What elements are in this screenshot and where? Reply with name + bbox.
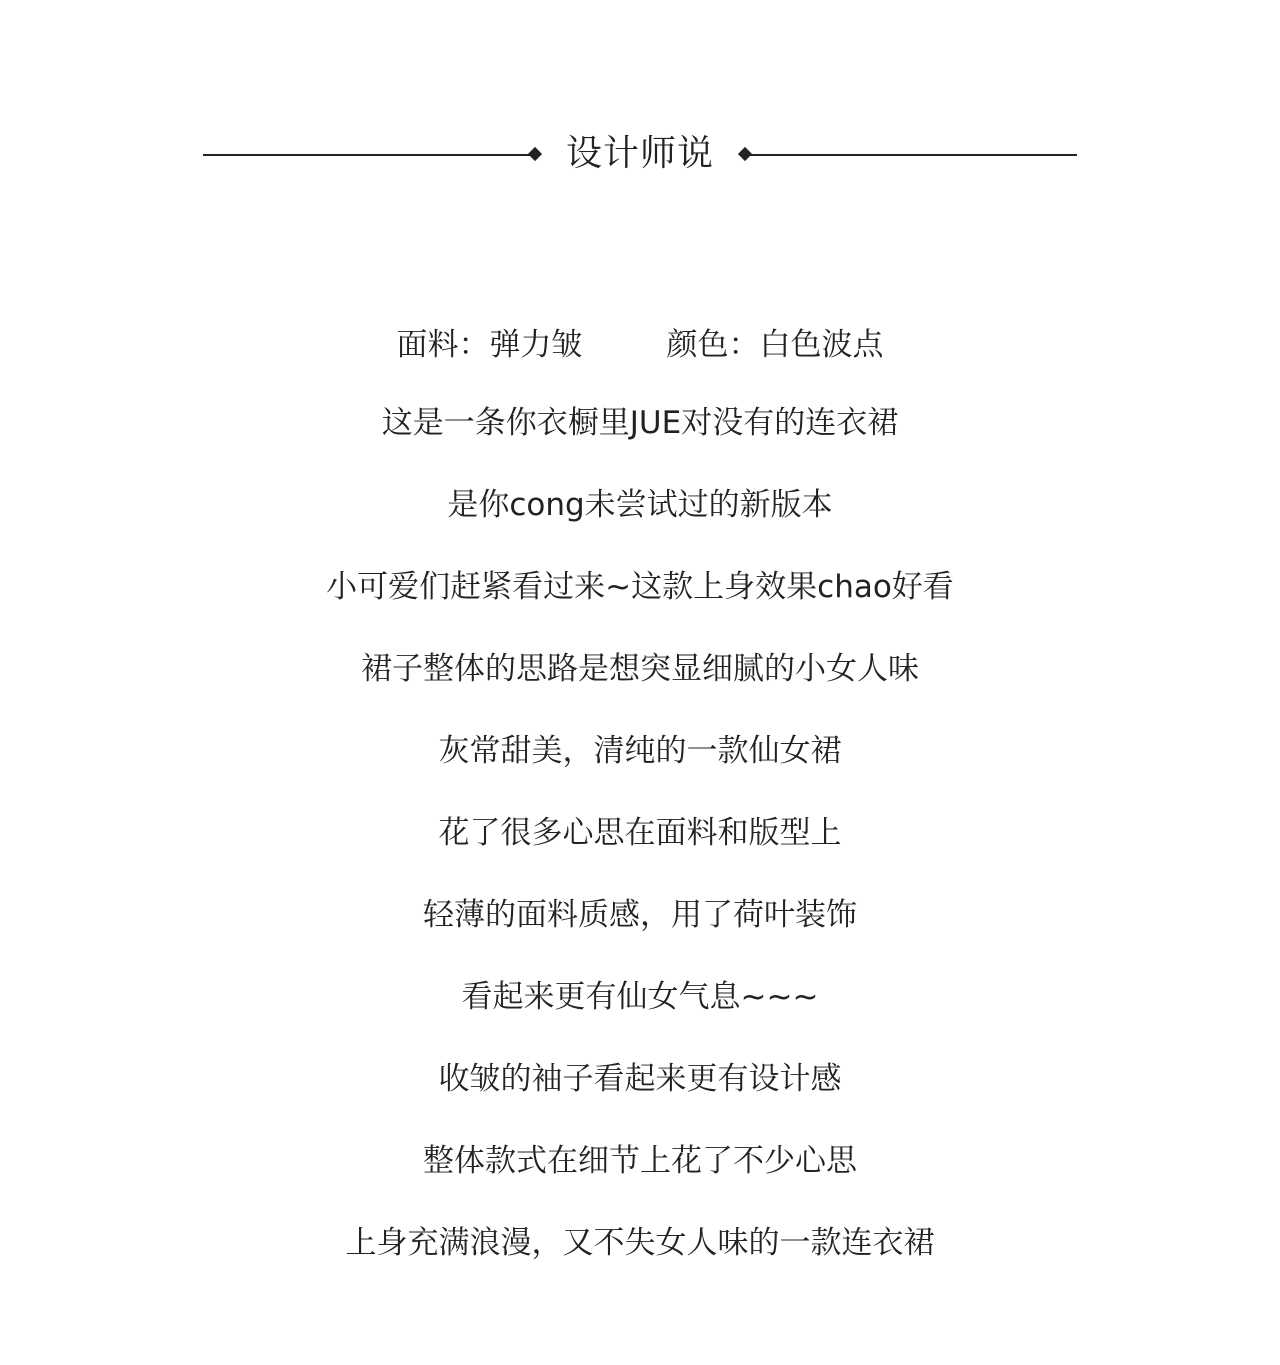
fabric-label: 面料：弹力皱 — [396, 326, 583, 363]
description-body — [0, 300, 1280, 1284]
description-line: 上身充满浪漫，又不失女人味的一款连衣裙 — [345, 1225, 935, 1261]
description-line: 整体款式在细节上花了不少心思 — [423, 1143, 857, 1179]
description-line: 这是一条你衣橱里JUE对没有的连衣裙 — [381, 405, 899, 441]
description-line: 收皱的袖子看起来更有设计感 — [438, 1061, 842, 1097]
description-line: 轻薄的面料质感，用了荷叶装饰 — [423, 897, 857, 933]
description-line: 裙子整体的思路是想突显细腻的小女人味 — [361, 651, 919, 687]
description-line: 小可爱们赶紧看过来~这款上身效果chao好看 — [326, 569, 954, 605]
color-label: 颜色：白色波点 — [666, 326, 884, 363]
section-title: 设计师说 — [565, 133, 714, 174]
description-line: 灰常甜美，清纯的一款仙女裙 — [438, 733, 842, 769]
description-line: 花了很多心思在面料和版型上 — [438, 815, 842, 851]
header-rule-right — [747, 154, 1077, 156]
description-line: 是你cong未尝试过的新版本 — [447, 487, 833, 523]
description-line: 看起来更有仙女气息~~~ — [461, 979, 819, 1015]
product-meta-row — [0, 300, 1280, 382]
section-header — [203, 125, 1077, 185]
